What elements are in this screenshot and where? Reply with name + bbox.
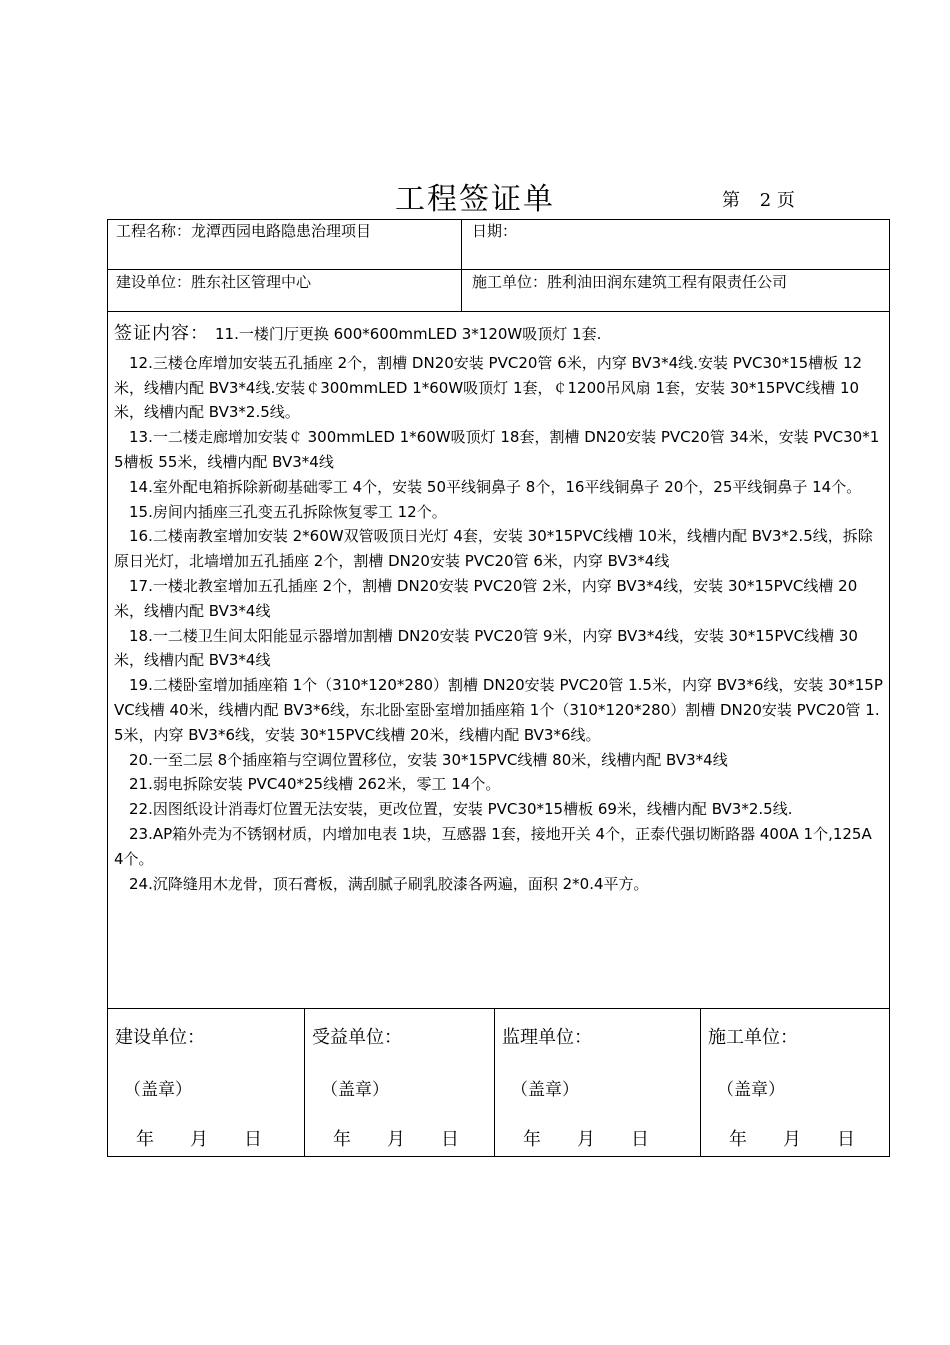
content-label: 签证内容： — [114, 323, 209, 344]
contractor-cell: 施工单位：胜利油田润东建筑工程有限责任公司 — [472, 273, 788, 291]
owner-cell: 建设单位：胜东社区管理中心 — [108, 270, 462, 311]
signature-date: 年 月 日 — [729, 1129, 855, 1150]
content-item: 15.房间内插座三孔变五孔拆除恢复零工 12个。 — [129, 502, 447, 521]
visa-content — [108, 312, 889, 1009]
document-title: 工程签证单 — [395, 182, 555, 217]
signature-date: 年 月 日 — [136, 1129, 262, 1150]
content-item: 17.一楼北教室增加五孔插座 2个，割槽 DN20安装 PVC20管 2米，内穿 BV3*4线，安装 30*15PVC线槽 20米，线槽内配 BV3*4线 — [114, 576, 858, 620]
content-item: 13.一二楼走廊增加安装￠ 300mmLED 1*60W吸顶灯 18套，割槽 DN20安装 PVC20管 34米，安装 PVC30*15槽板 55米，线槽内配 BV3*4线 — [114, 428, 880, 471]
content-item: 22.因图纸设计消毒灯位置无法安装，更改位置，安装 PVC30*15槽板 69米，线槽内配 BV3*2.5线. — [129, 800, 793, 819]
stamp-label: （盖章） — [321, 1080, 389, 1100]
content-item: 14.室外配电箱拆除新砌基础零工 4个，安装 50平线铜鼻子 8个，16平线铜鼻子 20个，25平线铜鼻子 14个。 — [129, 477, 862, 496]
stamp-label: （盖章） — [124, 1080, 192, 1100]
content-item: 21.弱电拆除安装 PVC40*25线槽 262米，零工 14个。 — [129, 775, 501, 794]
page-prefix: 第 — [722, 190, 740, 211]
header-row-2 — [108, 270, 889, 312]
content-item: 19.二楼卧室增加插座箱 1个（310*120*280）割槽 DN20安装 PVC20管 1.5米，内穿 BV3*6线，安装 30*15PVC线槽 40米，线槽内配 BV3*6线，东北卧室卧室增加插座箱 1个（310*120*280）割槽 DN20安装 PVC20管 1.5米，内穿 BV3*6线，安装 30*15PVC线槽 20米，线槽内配 BV3*6线。 — [114, 676, 883, 744]
visa-form-table — [107, 219, 890, 1157]
stamp-label: （盖章） — [717, 1080, 785, 1100]
signature-row — [108, 1009, 889, 1156]
content-item: 16.二楼南教室增加安装 2*60W双管吸顶日光灯 4套，安装 30*15PVC线槽 10米，线槽内配 BV3*2.5线，拆除原日光灯，北墙增加五孔插座 2个，割槽 DN20安装 PVC20管 6米，内穿 BV3*4线 — [114, 527, 873, 571]
signature-date: 年 月 日 — [523, 1129, 649, 1150]
content-item: 20.一至二层 8个插座箱与空调位置移位，安装 30*15PVC线槽 80米，线槽内配 BV3*4线 — [129, 750, 728, 769]
signature-unit-label: 施工单位： — [708, 1027, 798, 1048]
content-item: 24.沉降缝用木龙骨，顶石膏板，满刮腻子刷乳胶漆各两遍，面积 2*0.4平方。 — [129, 874, 649, 893]
content-item: 18.一二楼卫生间太阳能显示器增加割槽 DN20安装 PVC20管 9米，内穿 BV3*4线，安装 30*15PVC线槽 30米，线槽内配 BV3*4线 — [114, 626, 858, 670]
signature-contractor — [701, 1009, 889, 1156]
date-cell: 日期： — [472, 222, 518, 240]
signature-unit-label: 受益单位： — [312, 1027, 402, 1048]
content-item: 12.三楼仓库增加安装五孔插座 2个，割槽 DN20安装 PVC20管 6米，内穿 BV3*4线.安装 PVC30*15槽板 12米，线槽内配 BV3*4线.安装￠300mmLED 1*60W吸顶灯 1套，￠1200吊风扇 1套，安装 30*15PVC线槽 10米，线槽内配 BV3*2.5线。 — [114, 353, 863, 422]
content-item: 23.AP箱外壳为不锈钢材质，内增加电表 1块，互感器 1套，接地开关 4个，正泰代强切断路器 400A 1个,125A 4个。 — [114, 824, 872, 868]
page-suffix: 页 — [776, 190, 795, 211]
signature-unit-label: 监理单位： — [502, 1027, 592, 1048]
project-name-cell: 工程名称：龙潭西园电路隐患治理项目 — [108, 220, 462, 269]
header-row-1 — [108, 220, 889, 270]
signature-supervisor — [495, 1009, 701, 1156]
signature-beneficiary — [305, 1009, 495, 1156]
content-item: 签证内容： 11.一楼门厅更换 600*600mmLED 3*120W吸顶灯 1套. — [114, 323, 602, 344]
signature-unit-label: 建设单位： — [115, 1027, 205, 1048]
signature-owner — [108, 1009, 305, 1156]
page-number-value: 2 — [759, 190, 772, 211]
stamp-label: （盖章） — [511, 1080, 579, 1100]
signature-date: 年 月 日 — [333, 1129, 459, 1150]
page-number — [722, 186, 795, 212]
